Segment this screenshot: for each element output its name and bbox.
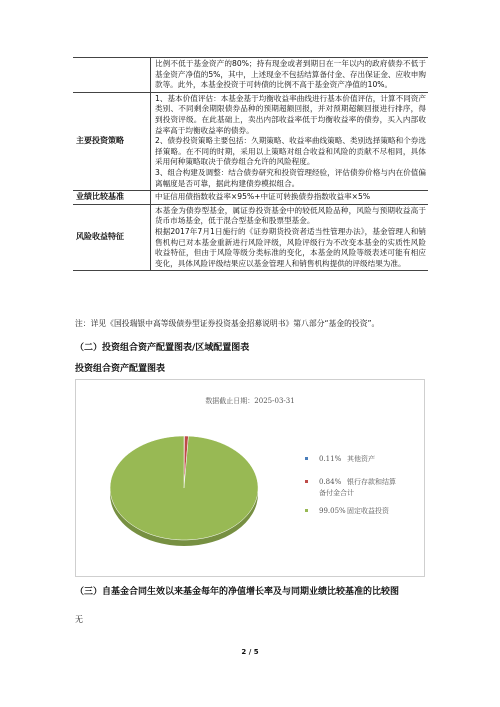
- legend-swatch-2: [305, 509, 308, 512]
- legend-label-1-1: 备付金合计: [319, 489, 354, 497]
- row-value-benchmark: 中证信用债指数收益率×95%+中证可转换债券指数收益率×5%: [151, 191, 429, 205]
- strategy-para-2: 2、债券投资策略主要包括：久期策略、收益率曲线策略、类别选择策略和个券选择策略。在不同的时期，采用以上策略对组合收益和风险的贡献不尽相同，具体采用何种策略取决于债券组合允许的风险程度。: [155, 136, 426, 167]
- pie-chart-svg: [76, 380, 424, 576]
- legend-label-2-0: 固定收益投资: [347, 507, 389, 515]
- section-3-title: （三）自基金合同生效以来基金每年的净值增长率及与同期业绩比较基准的比较图: [75, 587, 400, 597]
- strategy-para-1: 1、基本价值评估：本基金基于均衡收益率曲线进行基本价值评估，计算不同资产类别、不同剩余期限债券品种的预期超额回报，并对预期超额回报进行排序，得到投资评级。在此基础上，卖出内部收益率低于均衡收益率的债券，买入内部收益率高于均衡收益率的债券。: [155, 93, 426, 135]
- row-label-benchmark: 业绩比较基准: [73, 191, 151, 205]
- table-row: [73, 191, 428, 205]
- section-3-body: 无: [75, 615, 83, 624]
- section-2-subtitle: 投资组合资产配置图表: [75, 364, 166, 374]
- legend-swatch-1: [305, 480, 308, 483]
- table-note: 注：详见《国投瑞银中高等级债券型证券投资基金招募说明书》第八部分“基金的投资”。: [75, 319, 380, 328]
- row-label-risk: 风险收益特征: [73, 204, 151, 271]
- pie-legend: [305, 454, 396, 515]
- table-row: [73, 204, 428, 271]
- table-row: [73, 58, 428, 93]
- legend-pct-2: 99.05%: [319, 507, 346, 515]
- row-label: [73, 58, 151, 93]
- legend-label-0-0: 其他资产: [347, 455, 375, 463]
- legend-pct-1: 0.84%: [319, 478, 342, 486]
- row-value: 比例不低于基金资产的80%；持有现金或者到期日在一年以内的政府债券不低于基金资产净值的5%，其中，上述现金不包括结算备付金、存出保证金、应收申购款等。此外，本基金投资于可转债的比例不高于基金资产净值的10%。: [151, 58, 429, 93]
- strategy-para-3: 3、组合构建及调整：结合债券研究和投资管理经验，评估债券价格与内在价值偏离幅度是否可靠，据此构建债券模拟组合。: [155, 167, 426, 188]
- row-value-strategy: [151, 92, 429, 190]
- risk-para-1: 本基金为债券型基金，属证券投资基金中的较低风险品种，风险与预期收益高于货币市场基金，低于混合型基金和股票型基金。: [155, 205, 426, 226]
- legend-label-1-0: 银行存款和结算: [347, 478, 396, 486]
- pie-slices: [110, 436, 258, 546]
- risk-para-2: 根据2017年7月1日施行的《证券期货投资者适当性管理办法》，基金管理人和销售机构已对本基金重新进行风险评级，风险评级行为不改变本基金的实质性风险收益特征，但由于风险等级分类标准的变化，本基金的风险等级表述可能有相应变化，具体风险评级结果应以基金管理人和销售机构提供的评级结果为准。: [155, 226, 426, 268]
- row-label-strategy: 主要投资策略: [73, 92, 151, 190]
- row-value-risk: [151, 204, 429, 271]
- chart-title: 数据截止日期：2025-03-31: [205, 397, 295, 405]
- legend-pct-0: 0.11%: [319, 455, 342, 463]
- fund-info-table: [73, 57, 428, 271]
- page-number: 2 / 5: [241, 648, 259, 656]
- asset-allocation-chart: [75, 379, 425, 577]
- section-2-title: （二）投资组合资产配置图表/区域配置图表: [75, 343, 250, 353]
- legend-swatch-0: [305, 457, 308, 460]
- table-row: [73, 92, 428, 190]
- pie-slice-2: [110, 436, 258, 540]
